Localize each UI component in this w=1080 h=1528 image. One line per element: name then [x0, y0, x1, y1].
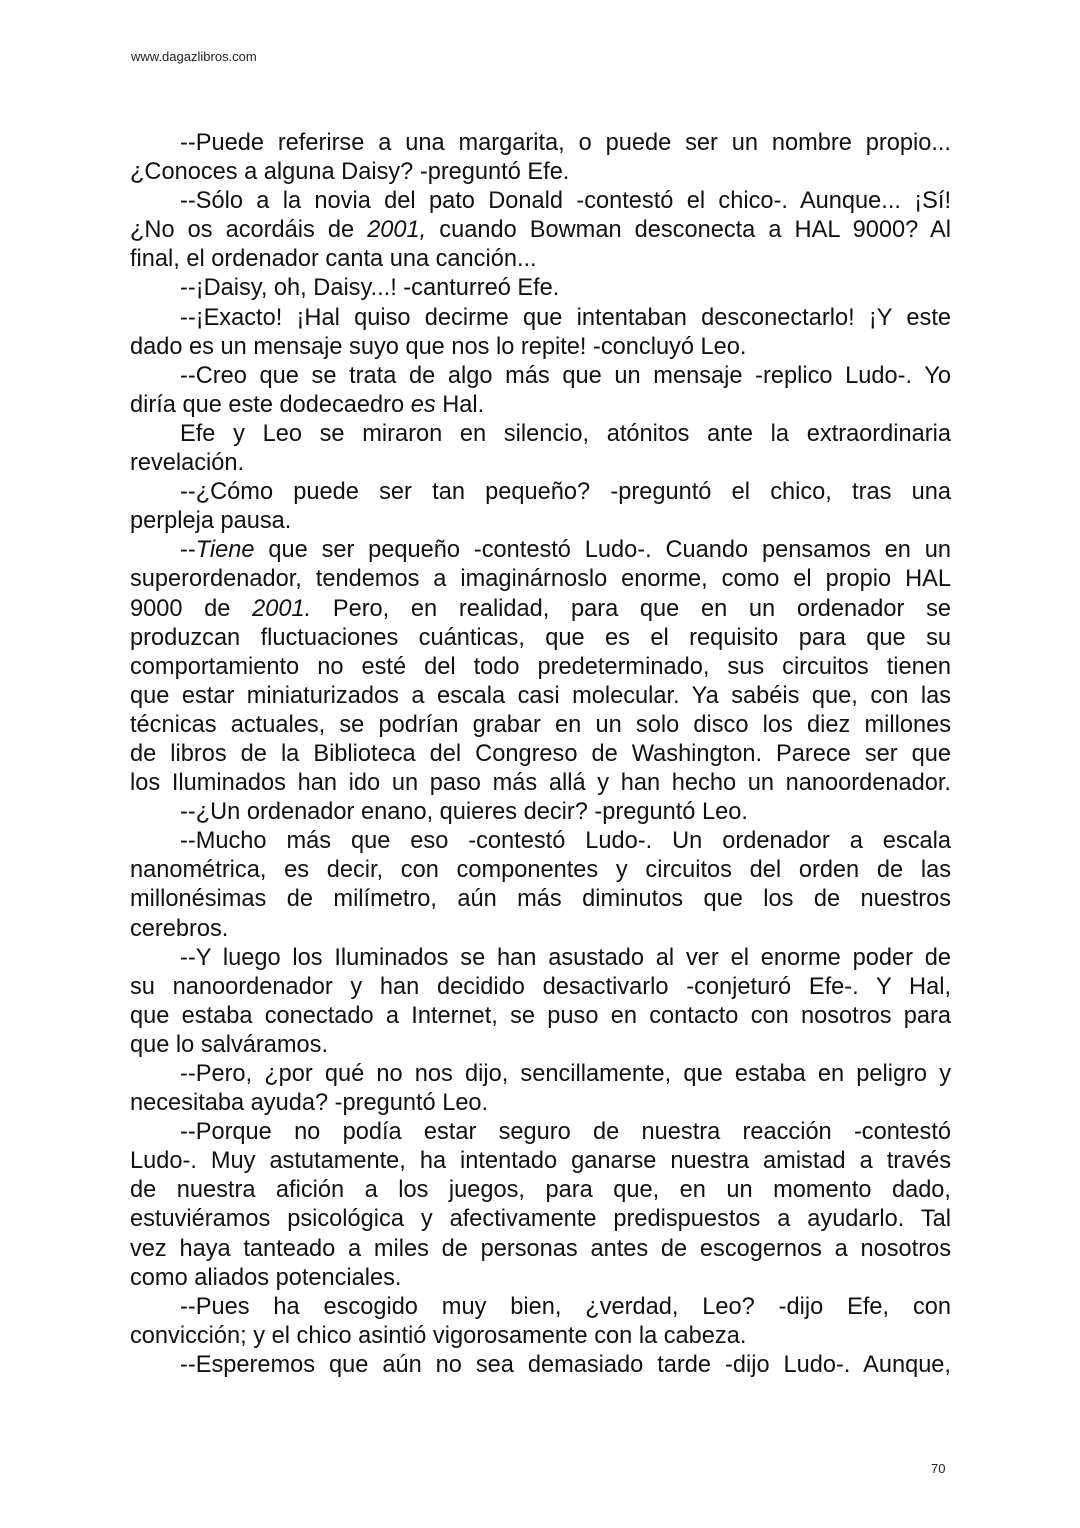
page-header-site-url: www.dagazlibros.com	[131, 49, 257, 64]
text-line: --¡Daisy, oh, Daisy...! -canturreó Efe.	[180, 275, 560, 302]
text-span: Hal.	[435, 391, 485, 418]
text-line: --Creo que se trata de algo más que un mensaje -replico Ludo-. Yo	[180, 362, 951, 389]
text-line: convicción; y el chico asintió vigorosamente con la cabeza.	[130, 1322, 747, 1349]
text-line: --¡Exacto! ¡Hal quiso decirme que intentaban desconectarlo! ¡Y este	[180, 304, 951, 331]
text-line: --Y luego los Iluminados se han asustado al ver el enorme poder de	[180, 944, 951, 971]
text-line: Ludo-. Muy astutamente, ha intentado ganarse nuestra amistad a través	[130, 1148, 951, 1175]
text-line: técnicas actuales, se podrían grabar en un solo disco los diez millones	[130, 711, 951, 738]
text-line: --¿Un ordenador enano, quieres decir? -preguntó Leo.	[180, 799, 748, 826]
page-body-text	[130, 129, 951, 1380]
text-line: --Sólo a la novia del pato Donald -contestó el chico-. Aunque... ¡Sí!	[180, 188, 951, 215]
text-line	[130, 536, 951, 565]
page-number: 70	[931, 1461, 946, 1476]
text-line: final, el ordenador canta una canción...	[130, 246, 537, 273]
text-line: revelación.	[130, 450, 245, 477]
text-line: como aliados potenciales.	[130, 1264, 402, 1291]
text-line: superordenador, tendemos a imaginárnoslo enorme, como el propio HAL	[130, 566, 951, 593]
text-span: --	[180, 537, 196, 564]
text-line: ¿Conoces a alguna Daisy? -preguntó Efe.	[130, 159, 570, 186]
text-line: --¿Cómo puede ser tan pequeño? -preguntó el chico, tras una	[180, 479, 951, 506]
text-line	[130, 391, 951, 420]
text-line: --Esperemos que aún no sea demasiado tarde -dijo Ludo-. Aunque,	[180, 1351, 951, 1378]
text-span: diría que este dodecaedro	[130, 391, 411, 418]
text-line	[130, 595, 951, 624]
text-line: que estaba conectado a Internet, se puso en contacto con nosotros para	[130, 1002, 951, 1029]
text-line: dado es un mensaje suyo que nos lo repite! -concluyó Leo.	[130, 333, 747, 360]
text-line: los Iluminados han ido un paso más allá y han hecho un nanoordenador.	[130, 770, 951, 797]
text-line: millonésimas de milímetro, aún más diminutos que los de nuestros	[130, 886, 951, 913]
text-line: nanométrica, es decir, con componentes y circuitos del orden de las	[130, 857, 951, 884]
text-line: de libros de la Biblioteca del Congreso de Washington. Parece ser que	[130, 740, 951, 767]
text-span: ¿No os acordáis de	[130, 217, 368, 244]
text-line: su nanoordenador y han decidido desactivarlo -conjeturó Efe-. Y Hal,	[130, 973, 951, 1000]
text-line: Efe y Leo se miraron en silencio, atónitos ante la extraordinaria	[180, 420, 951, 447]
text-line: produzcan fluctuaciones cuánticas, que es el requisito para que su	[130, 624, 951, 651]
text-line: --Porque no podía estar seguro de nuestra reacción -contestó	[180, 1119, 951, 1146]
text-line: estuviéramos psicológica y afectivamente predispuestos a ayudarlo. Tal	[130, 1206, 951, 1233]
text-line: --Pero, ¿por qué no nos dijo, sencillamente, que estaba en peligro y	[180, 1061, 951, 1087]
text-span: cuando Bowman desconecta a HAL 9000? Al	[426, 217, 951, 244]
text-line: comportamiento no esté del todo predeterminado, sus circuitos tienen	[130, 653, 951, 680]
text-line	[130, 216, 951, 245]
text-span: 9000 de	[130, 595, 253, 622]
text-line: cerebros.	[130, 915, 229, 942]
text-line: que lo salváramos.	[130, 1031, 329, 1058]
text-line: de nuestra afición a los juegos, para que, en un momento dado,	[130, 1177, 951, 1204]
italic-text-span: es	[410, 391, 436, 418]
text-line: --Pues ha escogido muy bien, ¿verdad, Leo? -dijo Efe, con	[180, 1293, 951, 1320]
italic-text-span: 2001.	[252, 595, 312, 622]
text-span: Pero, en realidad, para que en un ordenador se	[311, 595, 952, 622]
text-line: --Puede referirse a una margarita, o puede ser un nombre propio...	[180, 130, 951, 156]
text-line: perpleja pausa.	[130, 508, 292, 535]
text-line: necesitaba ayuda? -preguntó Leo.	[130, 1090, 489, 1117]
italic-text-span: 2001,	[367, 217, 427, 244]
text-line: --Mucho más que eso -contestó Ludo-. Un ordenador a escala	[180, 828, 951, 855]
text-line: vez haya tanteado a miles de personas antes de escogernos a nosotros	[130, 1235, 951, 1262]
text-line: que estar miniaturizados a escala casi molecular. Ya sabéis que, con las	[130, 682, 951, 709]
italic-text-span: Tiene	[195, 537, 255, 564]
text-span: que ser pequeño -contestó Ludo-. Cuando pensamos en un	[254, 537, 951, 564]
